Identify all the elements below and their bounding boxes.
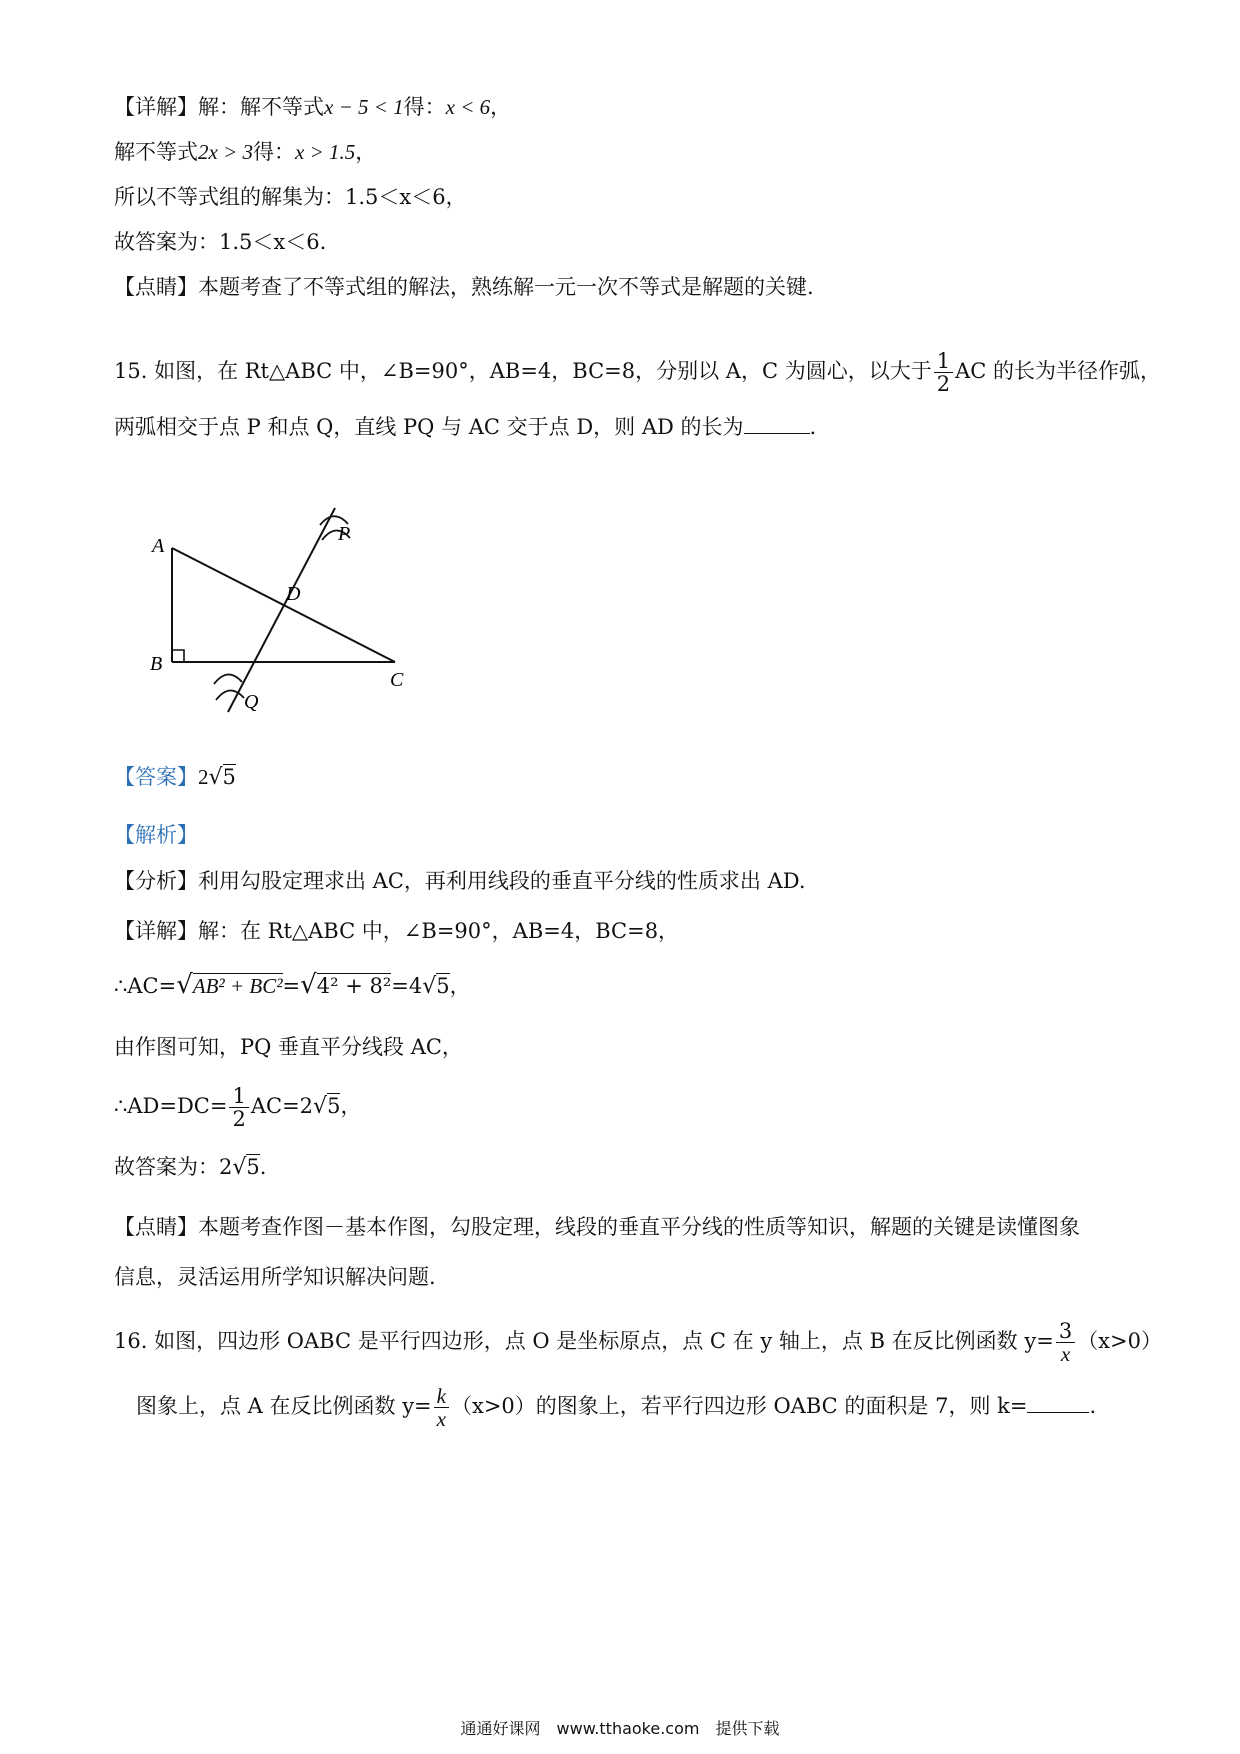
sqrt-sign: √ <box>422 974 437 999</box>
radicand: 5 <box>436 974 450 998</box>
math-expr: x > 1.5 <box>295 140 356 164</box>
text: 利用勾股定理求出 AC，再利用线段的垂直平分线的性质求出 AD. <box>198 869 806 893</box>
section-tag: 【点睛】 <box>114 1215 198 1239</box>
arc-Q-1 <box>216 690 244 700</box>
question-15-line-1 <box>114 350 1161 395</box>
footer-watermark: 通通好课网 www.tthaoke.com 提供下载 <box>460 1719 780 1738</box>
section-tag: 【点睛】 <box>114 275 198 299</box>
math-expr: x < 6 <box>445 95 491 119</box>
question-16-line-2 <box>136 1385 1096 1430</box>
label-B: B <box>150 653 163 675</box>
answer-radicand: 5 <box>222 765 236 789</box>
section-tag: 【分析】 <box>114 869 198 893</box>
text: . <box>259 1155 267 1179</box>
text: ， <box>340 1094 362 1118</box>
answer-line <box>114 762 236 793</box>
question-15-line-2 <box>114 411 816 442</box>
section-tag: 【详解】 <box>114 919 198 943</box>
detail-line-3: 所以不等式组的解集为：1.5＜x＜6， <box>114 185 467 209</box>
text: 两弧相交于点 P 和点 Q，直线 PQ 与 AC 交于点 D，则 AD 的长为 <box>114 415 744 439</box>
radicand: 5 <box>327 1094 341 1118</box>
label-A: A <box>152 535 165 557</box>
text: ∴AD=DC= <box>114 1094 228 1118</box>
numerator: k <box>434 1385 449 1408</box>
math-expr: 2x > 3 <box>198 140 253 164</box>
text: 图象上，点 A 在反比例函数 y= <box>136 1394 432 1418</box>
fraction <box>229 1085 248 1130</box>
answer-coef: 2 <box>198 765 209 789</box>
answer-blank <box>744 411 810 434</box>
xiangjie-line-5 <box>114 1152 266 1183</box>
right-angle-mark <box>172 650 184 662</box>
text: AC 的长为半径作弧， <box>955 359 1162 383</box>
label-D: D <box>286 583 301 605</box>
xiangjie-line-3: 由作图可知，PQ 垂直平分线段 AC， <box>114 1035 463 1059</box>
answer-tag: 【答案】 <box>114 765 198 789</box>
dianjing-line-1 <box>114 1212 1080 1242</box>
question-16-line-1 <box>114 1320 1162 1365</box>
sqrt-sign: √ <box>208 765 223 790</box>
denominator: 2 <box>232 1107 246 1131</box>
math-expr: x − 5 < 1 <box>324 95 404 119</box>
text: 16. 如图，四边形 OABC 是平行四边形，点 O 是坐标原点，点 C 在 y 轴上，点 B 在反比例函数 y= <box>114 1329 1054 1353</box>
text: =4 <box>391 974 423 998</box>
xiangjie-line-2 <box>114 970 471 1002</box>
text: 得： <box>403 95 446 119</box>
denominator: 2 <box>936 372 951 396</box>
label-Q: Q <box>244 691 259 713</box>
text: = <box>282 974 301 998</box>
text: 15. 如图，在 Rt△ABC 中，∠B=90°，AB=4，BC=8，分别以 A，C 为圆心，以大于 <box>114 359 932 383</box>
text: ， <box>355 140 377 164</box>
numerator: 3 <box>1056 1320 1075 1343</box>
text: 得： <box>253 140 295 164</box>
label-P: P <box>338 523 351 545</box>
text: 解不等式 <box>114 140 198 164</box>
text: 本题考查作图－基本作图，勾股定理，线段的垂直平分线的性质等知识，解题的关键是读懂图象 <box>198 1215 1080 1239</box>
text: ∴AC= <box>114 974 177 998</box>
detail-line-4: 故答案为：1.5＜x＜6. <box>114 230 327 254</box>
fraction <box>1056 1320 1075 1365</box>
sqrt-sign: √ <box>300 970 317 1000</box>
detail-line-2 <box>114 137 376 167</box>
fraction <box>434 1385 449 1430</box>
text: ， <box>490 95 512 119</box>
radicand: 4² + 8² <box>316 974 392 998</box>
text: （x>0） <box>1077 1329 1162 1353</box>
analysis-tag: 【解析】 <box>114 823 198 847</box>
xiangjie-line-4 <box>114 1085 361 1130</box>
text: . <box>1089 1394 1097 1418</box>
radicand: AB² + BC² <box>192 974 283 998</box>
text: ， <box>449 974 471 998</box>
numerator: 1 <box>229 1085 248 1108</box>
arc-Q-2 <box>214 674 242 684</box>
triangle-figure <box>140 500 420 725</box>
text: 解：解不等式 <box>198 95 324 119</box>
text: 解：在 Rt△ABC 中，∠B=90°，AB=4，BC=8， <box>198 919 680 943</box>
numerator: 1 <box>934 350 953 373</box>
fenxi-line <box>114 866 806 896</box>
line-PQ <box>228 508 335 712</box>
text: . <box>809 415 817 439</box>
fraction <box>934 350 953 395</box>
sqrt-sign: √ <box>313 1094 328 1119</box>
denominator: x <box>436 1407 446 1431</box>
text: 本题考查了不等式组的解法，熟练解一元一次不等式是解题的关键. <box>198 275 814 299</box>
text: 故答案为：2 <box>114 1155 233 1179</box>
detail-line-1 <box>114 92 511 122</box>
answer-blank <box>1027 1390 1089 1413</box>
radicand: 5 <box>246 1155 260 1179</box>
xiangjie-line-1 <box>114 916 679 946</box>
text: AC=2 <box>250 1094 314 1118</box>
label-C: C <box>390 669 404 691</box>
denominator: x <box>1060 1342 1071 1366</box>
remark-line <box>114 272 814 302</box>
section-tag: 【详解】 <box>114 95 198 119</box>
sqrt-sign: √ <box>232 1155 247 1180</box>
text: （x>0）的图象上，若平行四边形 OABC 的面积是 7，则 k= <box>450 1394 1028 1418</box>
sqrt-sign: √ <box>176 970 193 1000</box>
dianjing-line-2: 信息，灵活运用所学知识解决问题. <box>114 1265 436 1289</box>
